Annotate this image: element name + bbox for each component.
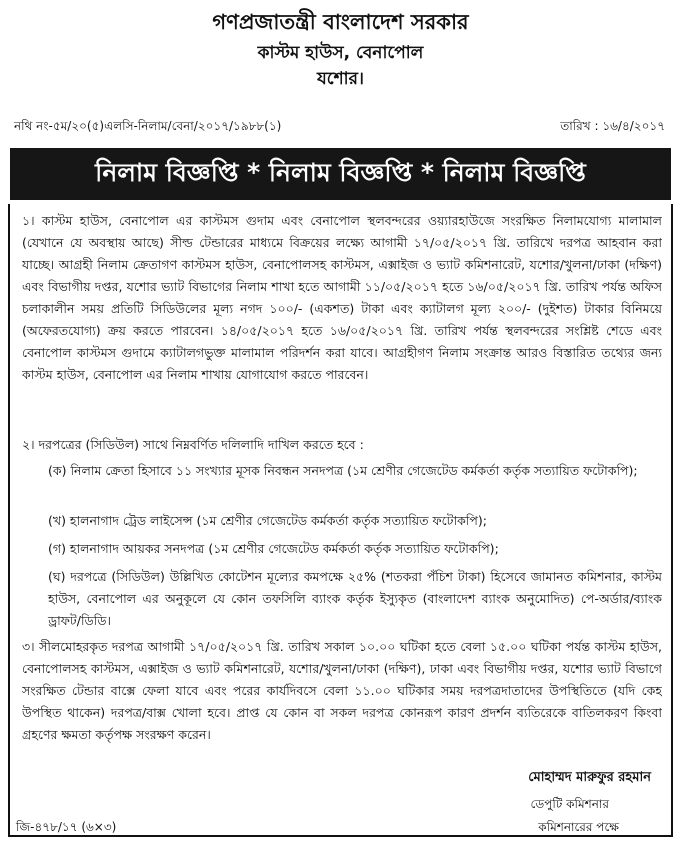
requirement-gha: (ঘ) দরপত্রে (সিডিউল) উল্লিখিত কোটেশন মূল্যের কমপক্ষে ২৫% (শতকরা পঁচিশ টাকা) হিসেবে জামানত কমিশনার, কাস্টম হাউস, বেনাপোল এর অনুকূলে যে কোন তফসিলি ব্যাংক কর্তৃক ইস্যুকৃত (বাংলাদেশ ব্যাংক অনুমোদিত) পে-অর্ডার/ব্যাংক ড্রাফট/ডিডি। — [48, 569, 662, 628]
government-title: গণপ্রজাতন্ত্রী বাংলাদেশ সরকার — [212, 10, 469, 34]
requirement-ga: (গ) হালনাগাদ আয়কর সনদপত্র (১ম শ্রেণীর গেজেটেড কর্মকর্তা কর্তৃক সত্যায়িত ফটোকপি); — [48, 541, 499, 556]
auction-notice-banner — [10, 148, 671, 200]
district-name: যশোর। — [316, 69, 365, 89]
office-name: কাস্টম হাউস, বেনাপোল — [257, 43, 424, 63]
on-behalf-of: কমিশনারের পক্ষে — [538, 820, 619, 834]
file-number: নথি নং-৫ম/২০(৫)এলসি-নিলাম/বেনা/২০১৭/১৯৮৮(১) — [14, 119, 282, 133]
paragraph-1: ১। কাস্টম হাউস, বেনাপোল এর কাস্টমস গুদাম এবং বেনাপোল স্থলবন্দরের ওয়্যারহাউজে সংরক্ষিত নিলামযোগ্য মালামাল (যেখানে যে অবস্থায় আছে) সীল্ড টেন্ডারের মাধ্যমে বিক্রয়ের লক্ষ্যে আগামী ১৭/০৫/২০১৭ খ্রি. তারিখে দরপত্র আহবান করা যাচ্ছে। আগ্রহী নিলাম ক্রেতাগণ কাস্টমস হাউস, বেনাপোলসহ কাস্টমস, এক্সাইজ ও ভ্যাট কমিশনারেট, যশোর/খুলনা/ঢাকা (দক্ষিণ) এবং বিভাগীয় দপ্তর, যশোর ভ্যাট বিভাগের নিলাম শাখা হতে আগামী ১১/০৫/২০১৭ হতে ১৬/০৫/২০১৭ খ্রি. তারিখ পর্যন্ত অফিস চলাকালীন সময় প্রতিটি সিডিউলের মূল্য নগদ ১০০/- (একশত) টাকা এবং ক্যাটালগ মূল্য ২০০/- (দুইশত) টাকার বিনিময়ে (অফেরতযোগ্য) ক্রয় করতে পারবেন। ১৪/০৫/২০১৭ হতে ১৬/০৫/২০১৭ খ্রি. তারিখ পর্যন্ত স্থলবন্দরের সংশ্লিষ্ট শেডে এবং বেনাপোল কাস্টমস গুদামে ক্যাটালগভুক্ত মালামাল পরিদর্শন করা যাবে। আগ্রহীগণ নিলাম সংক্রান্ত আরও বিস্তারিত তথ্যের জন্য কাস্টম হাউস, বেনাপোল এর নিলাম শাখায় যোগাযোগ করতে পারবেন। — [22, 213, 662, 382]
paragraph-2: ২। দরপত্রের (সিডিউল) সাথে নিম্নবর্ণিত দলিলাদি দাখিল করতে হবে : — [22, 437, 364, 452]
paragraph-3: ৩। সীলমোহরকৃত দরপত্র আগামী ১৭/০৫/২০১৭ খ্রি. তারিখ সকাল ১০.০০ ঘটিকা হতে বেলা ১৫.০০ ঘটিকা পর্যন্ত কাস্টম হাউস, বেনাপোলসহ কাস্টমস, এক্সাইজ ও ভ্যাট কমিশনারেট, যশোর/খুলনা/ঢাকা (দক্ষিণ), ঢাকা এবং বিভাগীয় দপ্তর, যশোর ভ্যাট বিভাগে সংরক্ষিত টেন্ডার বাক্সে ফেলা যাবে এবং পরের কার্যদিবসে বেলা ১১.০০ ঘটিকার সময় দরপত্রদাতাদের উপস্থিতিতে (যদি কেহ উপস্থিত থাকেন) দরপত্র/বাক্স খোলা হবে। প্রাপ্ত যে কোন বা সকল দরপত্র কোনরূপ কারণ প্রদর্শন ব্যতিরেকে বাতিলকরণ কিংবা গ্রহণের ক্ষমতা কর্তৃপক্ষ সংরক্ষণ করেন। — [22, 639, 662, 742]
gazette-code: জি-৪৭৮/১৭ (৬×৩) — [16, 820, 117, 834]
signer-name: মোহাম্মদ মারুফুর রহমান — [528, 770, 651, 785]
requirement-ka: (ক) নিলাম ক্রেতা হিসাবে ১১ সংখ্যার মূসক নিবন্ধন সনদপত্র (১ম শ্রেণীর গেজেটেড কর্মকর্তা কর্তৃক সত্যায়িত ফটোকপি); — [48, 463, 638, 478]
banner-text: নিলাম বিজ্ঞপ্তি * নিলাম বিজ্ঞপ্তি * নিলাম বিজ্ঞপ্তি — [95, 157, 586, 187]
notice-body — [22, 210, 662, 768]
requirement-kha: (খ) হালনাগাদ ট্রেড লাইসেন্স (১ম শ্রেণীর গেজেটেড কর্মকর্তা কর্তৃক সত্যায়িত ফটোকপি); — [48, 513, 487, 528]
signer-designation: ডেপুটি কমিশনার — [530, 797, 609, 811]
notice-date: তারিখ : ১৬/৪/২০১৭ — [560, 119, 665, 133]
